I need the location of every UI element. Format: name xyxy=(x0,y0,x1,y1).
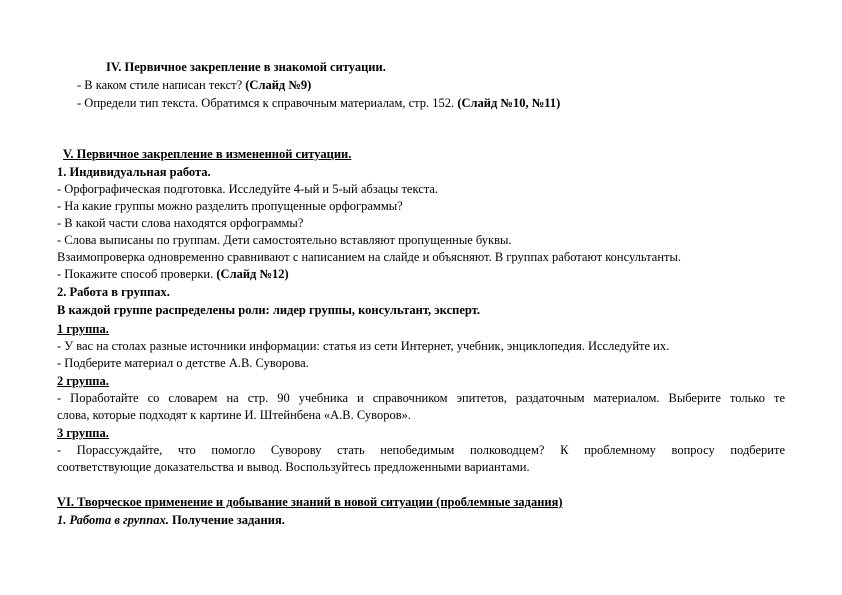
slide-10-11-ref: (Слайд №10, №11) xyxy=(457,96,561,110)
section-5-heading: V. Первичное закрепление в измененной ситуации. xyxy=(63,147,352,161)
group-work-title: 2. Работа в группах. xyxy=(57,285,170,299)
group-work-task-label: 1. Работа в группах. xyxy=(57,513,169,527)
group-1-line: - У вас на столах разные источники информации: статья из сети Интернет, учебник, энциклопедия. Исследуйте их. xyxy=(57,339,670,353)
group-1-title: 1 группа. xyxy=(57,322,109,336)
question-2-text: - Определи тип текста. Обратимся к справочным материалам, стр. 152. xyxy=(77,96,458,110)
individual-work-line: - Орфографическая подготовка. Исследуйте 4-ый и 5-ый абзацы текста. xyxy=(57,182,439,196)
group-1-line: - Подберите материал о детстве А.В. Суворова. xyxy=(57,356,309,370)
section-6-heading: VI. Творческое применение и добывание знаний в новой ситуации (проблемные задания) xyxy=(57,495,563,509)
section-4-question-2 xyxy=(77,95,560,111)
question-1-text: - В каком стиле написан текст? xyxy=(77,78,246,92)
individual-work-title: 1. Индивидуальная работа. xyxy=(57,165,211,179)
individual-work-line: - На какие группы можно разделить пропущенные орфограммы? xyxy=(57,199,403,213)
group-2-title: 2 группа. xyxy=(57,374,109,388)
section-6-task xyxy=(57,512,285,528)
group-3-line: соответствующие доказательства и вывод. Воспользуйтесь предложенными вариантами. xyxy=(57,460,530,474)
group-roles: В каждой группе распределены роли: лидер группы, консультант, эксперт. xyxy=(57,303,480,317)
group-3-line: - Порассуждайте, что помогло Суворову стать непобедимым полководцем? К проблемному вопросу подберите xyxy=(57,443,785,457)
group-2-line: слова, которые подходят к картине И. Штейнбена «А.В. Суворов». xyxy=(57,408,411,422)
individual-work-check xyxy=(57,266,289,282)
group-2-line: - Поработайте со словарем на стр. 90 учебника и справочником эпитетов, раздаточным материалом. Выберите только те xyxy=(57,391,785,405)
section-4-heading: IV. Первичное закрепление в знакомой ситуации. xyxy=(106,60,386,74)
individual-work-line: - Слова выписаны по группам. Дети самостоятельно вставляют пропущенные буквы. xyxy=(57,233,512,247)
check-text: - Покажите способ проверки. xyxy=(57,267,217,281)
individual-work-line: Взаимопроверка одновременно сравнивают с написанием на слайде и объясняют. В группах работают консультанты. xyxy=(57,250,681,264)
receive-task-text: Получение задания. xyxy=(168,513,285,527)
section-4-question-1 xyxy=(77,77,311,93)
slide-12-ref: (Слайд №12) xyxy=(216,267,289,281)
slide-9-ref: (Слайд №9) xyxy=(245,78,312,92)
group-3-title: 3 группа. xyxy=(57,426,109,440)
individual-work-line: - В какой части слова находятся орфограммы? xyxy=(57,216,304,230)
